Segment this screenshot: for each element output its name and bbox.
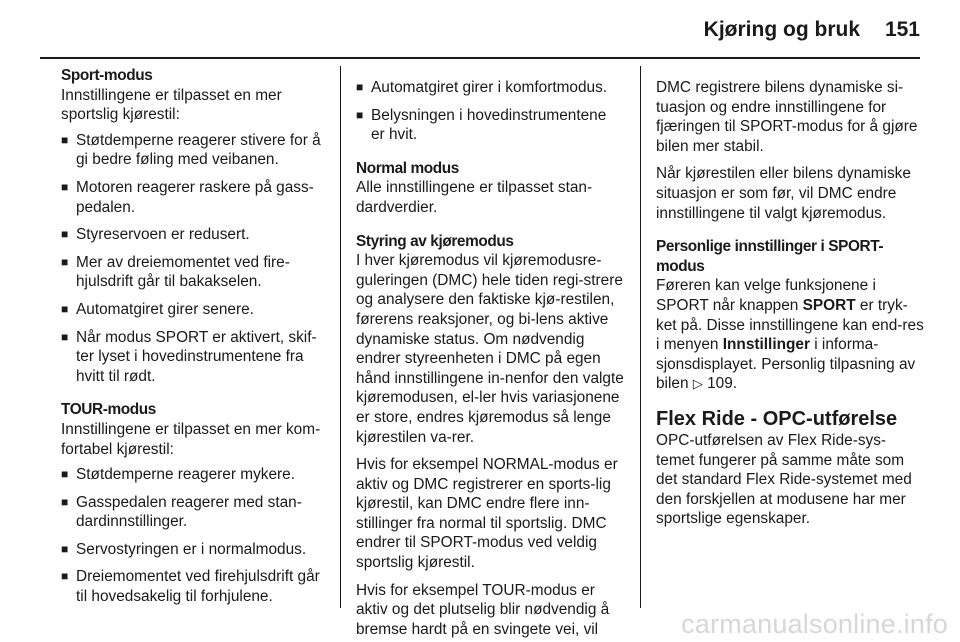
list-item: ■ Støtdemperne reagerer stivere for å gi bedre føling med veibanen. [61, 131, 321, 169]
square-bullet-icon: ■ [61, 301, 69, 316]
page-number: 151 [884, 18, 920, 41]
page-reference-arrow-icon: ▷ [692, 376, 703, 392]
sport-intro: Innstillingene er tilpasset en mer sportslig kjørestil: [61, 86, 282, 124]
column-3 [656, 66, 924, 529]
list-item: ■ Mer av dreiemomentet ved fire-hjulsdrift går til bakakselen. [61, 253, 290, 291]
list-item: ■ Motoren reagerer raskere på gass-pedalen. [61, 178, 314, 216]
tour-heading: TOUR-modus [61, 401, 156, 419]
steering-paragraph-2: Hvis for eksempel NORMAL-modus er aktiv og DMC registrerer en sports-lig kjørestil, kan DMC endre flere inn-stillinger fra normal til sportslig. DMC endrer til SPORT-modus ved veldig sportslig kjørestil. [356, 456, 618, 572]
square-bullet-icon: ■ [356, 80, 364, 94]
column-divider-1 [340, 66, 341, 608]
sport-button-label: SPORT [802, 296, 856, 314]
list-item: ■ Når modus SPORT er aktivert, skif-ter lyset i hovedinstrumentene fra hvitt til rødt. [61, 328, 317, 385]
list-item: ■ Belysningen i hovedinstrumentene er hvit. [356, 106, 607, 144]
steering-paragraph-1: I hver kjøremodus vil kjøremodusre-guleringen (DMC) hele tiden regi-strere og analysere den faktiske kjø-restilen, førerens reaksjoner, og bi-lens aktive dynamiske status. Om nødvendig endrer styreenheten i DMC på egen hånd innstillingene in-nenfor den valgte kjøremodusen, el-ler hvis variasjonene er store, endres kjøremodus så lenge kjørestilen va-rer. [356, 252, 624, 446]
tour-list [61, 465, 323, 607]
sport-heading: Sport-modus [61, 67, 153, 84]
column-1 [61, 66, 323, 615]
list-item: ■ Servostyringen er i normalmodus. [61, 540, 307, 558]
chapter-title: Kjøring og bruk [703, 18, 860, 41]
flex-ride-text: OPC-utførelsen av Flex Ride-sys-temet fungerer på samme måte som det standard Flex Ride-systemet med den forskjellen at modusene har mer sportslige egenskaper. [656, 431, 912, 528]
square-bullet-icon: ■ [356, 107, 364, 122]
list-item: ■ Styreservoen er redusert. [61, 226, 250, 244]
square-bullet-icon: ■ [61, 227, 69, 242]
square-bullet-icon: ■ [61, 467, 69, 482]
continued-paragraph-2: Når kjørestilen eller bilens dynamiske situasjon er som før, vil DMC endre innstillingene til valgt kjøremodus. [656, 165, 911, 222]
personal-settings-text: Føreren kan velge funksjonene i SPORT når knappen SPORT er tryk-ket på. Disse innstillingene kan end-res i menyen Innstillinger i informa-sjonsdisplayet. Personlig tilpasning av bilen ▷ 109. [656, 277, 924, 393]
square-bullet-icon: ■ [61, 132, 69, 147]
steering-paragraph-3: Hvis for eksempel TOUR-modus er aktiv og det plutselig blir nødvendig å bremse hardt på en svingete vei, vil [356, 581, 610, 638]
steering-heading: Styring av kjøremodus [356, 232, 514, 250]
column-2 [356, 66, 624, 639]
square-bullet-icon: ■ [61, 329, 69, 344]
tour-list-continued [356, 78, 624, 145]
tour-intro: Innstillingene er tilpasset en mer kom-fortabel kjørestil: [61, 420, 321, 458]
list-item: ■ Gasspedalen reagerer med stan-dardinnstillinger. [61, 493, 302, 531]
personal-settings-heading: Personlige innstillinger i SPORT-modus [656, 238, 884, 275]
list-item: ■ Støtdemperne reagerer mykere. [61, 466, 295, 484]
square-bullet-icon: ■ [61, 494, 69, 509]
square-bullet-icon: ■ [61, 179, 69, 194]
normal-heading: Normal modus [356, 159, 459, 177]
list-item: ■ Automatgiret girer senere. [61, 300, 254, 318]
page-reference: 109. [707, 375, 738, 393]
sport-list [61, 131, 323, 387]
square-bullet-icon: ■ [61, 254, 69, 269]
normal-text: Alle innstillingene er tilpasset stan-dardverdier. [356, 179, 593, 216]
column-divider-2 [640, 66, 641, 608]
square-bullet-icon: ■ [61, 569, 69, 584]
square-bullet-icon: ■ [61, 541, 69, 556]
watermark: carmanualsonline.info [681, 609, 948, 639]
list-item: ■ Automatgiret girer i komfortmodus. [356, 79, 608, 96]
settings-menu-label: Innstillinger [722, 336, 810, 354]
header-divider [40, 57, 920, 59]
page-header [0, 0, 960, 58]
flex-ride-heading: Flex Ride - OPC-utførelse [656, 407, 898, 430]
continued-paragraph-1: DMC registrere bilens dynamiske si-tuasjon og endre innstillingene for fjæringen til SPORT-modus for å gjøre bilen mer stabil. [656, 79, 918, 155]
list-item: ■ Dreiemomentet ved firehjulsdrift går til hovedsakelig til forhjulene. [61, 568, 320, 606]
